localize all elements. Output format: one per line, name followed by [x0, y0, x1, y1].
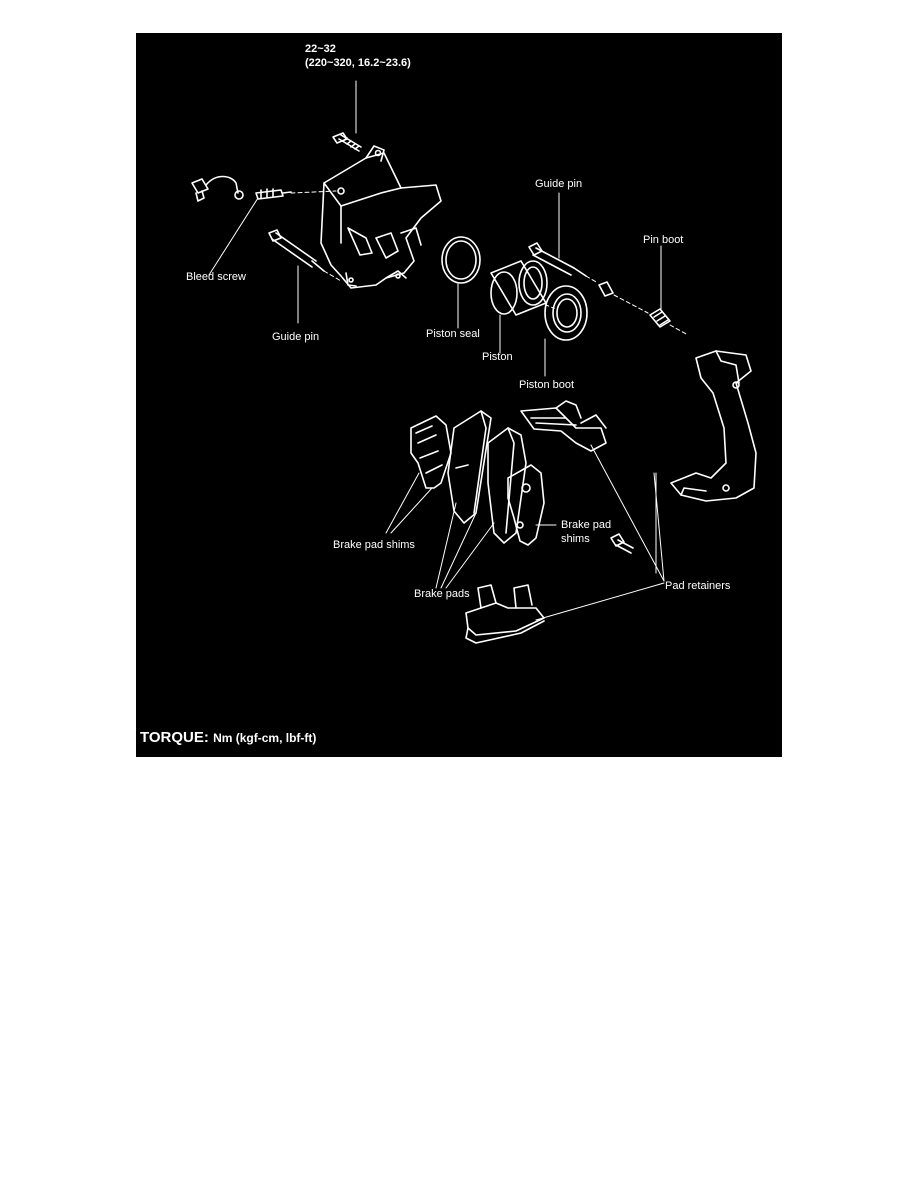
torque-footer-label: TORQUE:: [140, 729, 209, 746]
bracket-bolt: [611, 534, 633, 553]
torque-alt-units: (220~320, 16.2~23.6): [305, 57, 411, 69]
piston-part: [491, 261, 547, 315]
label-brake-pad-shims-right-line1: Brake pad: [561, 519, 612, 531]
label-brake-pads: Brake pads: [414, 588, 470, 600]
label-pin-boot: Pin boot: [643, 234, 684, 246]
torque-footer: [140, 729, 316, 746]
pad-retainer-bottom-part: [466, 585, 544, 643]
brake-pad-2-part: [488, 428, 526, 543]
caliper-bolt: [333, 81, 361, 151]
caliper-body: [321, 146, 441, 288]
diagram-drawing: [136, 33, 782, 757]
exploded-diagram: [136, 33, 782, 757]
label-brake-pad-shims-right-line2: shims: [561, 533, 590, 545]
torque-footer-units: Nm (kgf-cm, lbf-ft): [213, 731, 317, 745]
label-piston-seal: Piston seal: [426, 328, 480, 340]
brake-pad-shim-right-part: [508, 465, 544, 545]
brake-pad-1-part: [448, 411, 491, 523]
pad-retainer-top-part: [521, 401, 606, 451]
torque-value: 22~32: [305, 43, 336, 55]
label-piston: Piston: [482, 351, 513, 363]
label-guide-pin-right: Guide pin: [535, 178, 583, 190]
label-pad-retainers: Pad retainers: [665, 580, 731, 592]
pin-boot-part: [599, 282, 688, 335]
guide-pin-left-part: [269, 230, 341, 281]
label-brake-pad-shims-left: Brake pad shims: [333, 539, 415, 551]
label-piston-boot: Piston boot: [519, 379, 575, 391]
caliper-bracket: [671, 351, 756, 501]
label-bleed-screw: Bleed screw: [186, 271, 246, 283]
bleed-screw-part: [192, 177, 344, 202]
piston-boot-part: [545, 286, 587, 340]
piston-seal-part: [442, 237, 480, 283]
label-guide-pin-left: Guide pin: [272, 331, 320, 343]
